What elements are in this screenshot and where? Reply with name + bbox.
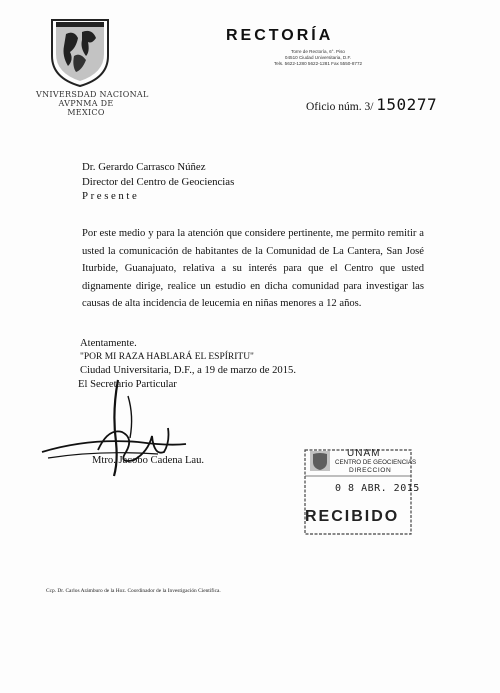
university-line-3: MEXICO <box>67 108 105 117</box>
address-line-1: Torre de Rectoría, 6°. Piso <box>291 49 345 54</box>
oficio-reference <box>306 95 437 114</box>
signer-name: Mtro. Jacobo Cadena Lau. <box>92 455 205 466</box>
body-paragraph: Por este medio y para la atención que considere pertinente, me permito remitir a usted la comunicación de habitantes de la Comunidad de La Cantera, San José Iturbide, Guanajuato, relativa a su interés para que el Centro que usted dignamente dirige, realice un estudio en dicha comunidad para investigar las causas de alta incidencia de leucemia en niñas menores a 12 años. <box>82 228 424 310</box>
recipient-salutation: Presente <box>82 190 140 202</box>
oficio-label: Oficio núm. 3/ <box>306 101 374 113</box>
university-line-2: AVPNMA DE <box>58 99 114 108</box>
address-line-2: 04510 Ciudad Universitaria, D.F. <box>284 55 352 60</box>
stamp-recibido: RECIBIDO <box>305 508 400 525</box>
stamp-centro: CENTRO DE GEOCIENCIAS <box>335 459 417 466</box>
recipient-name: Dr. Gerardo Carrasco Núñez <box>82 161 206 173</box>
closing-secretario: El Secretario Particular <box>78 378 177 390</box>
closing-atentamente: Atentamente. <box>80 338 137 349</box>
unam-crest-icon <box>48 16 112 88</box>
stamp-date: 0 8 ABR. 2015 <box>335 483 420 494</box>
office-address <box>258 49 378 67</box>
recipient-position: Director del Centro de Geociencias <box>82 175 235 188</box>
recipient-block <box>82 160 234 204</box>
university-line-1: VNIVERSDAD NACIONAL <box>36 90 149 99</box>
office-title: RECTORÍA <box>226 27 334 44</box>
university-name <box>36 90 149 117</box>
oficio-number: 150277 <box>376 95 438 114</box>
stamp-crest-icon <box>309 450 331 472</box>
stamp-direccion: DIRECCION <box>349 467 392 474</box>
received-stamp <box>303 448 420 536</box>
closing-motto: "POR MI RAZA HABLARÁ EL ESPÍRITU" <box>80 351 254 362</box>
address-line-3: Tels. 5622-1280 5622-1281 Fax 5550-8772 <box>273 61 363 66</box>
stamp-unam: UNAM <box>347 448 381 459</box>
closing-place-date: Ciudad Universitaria, D.F., a 19 de marzo de 2015. <box>80 365 296 377</box>
ccp-line: Ccp. Dr. Carlos Arámburo de la Hoz. Coordinador de la Investigación Científica. <box>46 588 221 594</box>
